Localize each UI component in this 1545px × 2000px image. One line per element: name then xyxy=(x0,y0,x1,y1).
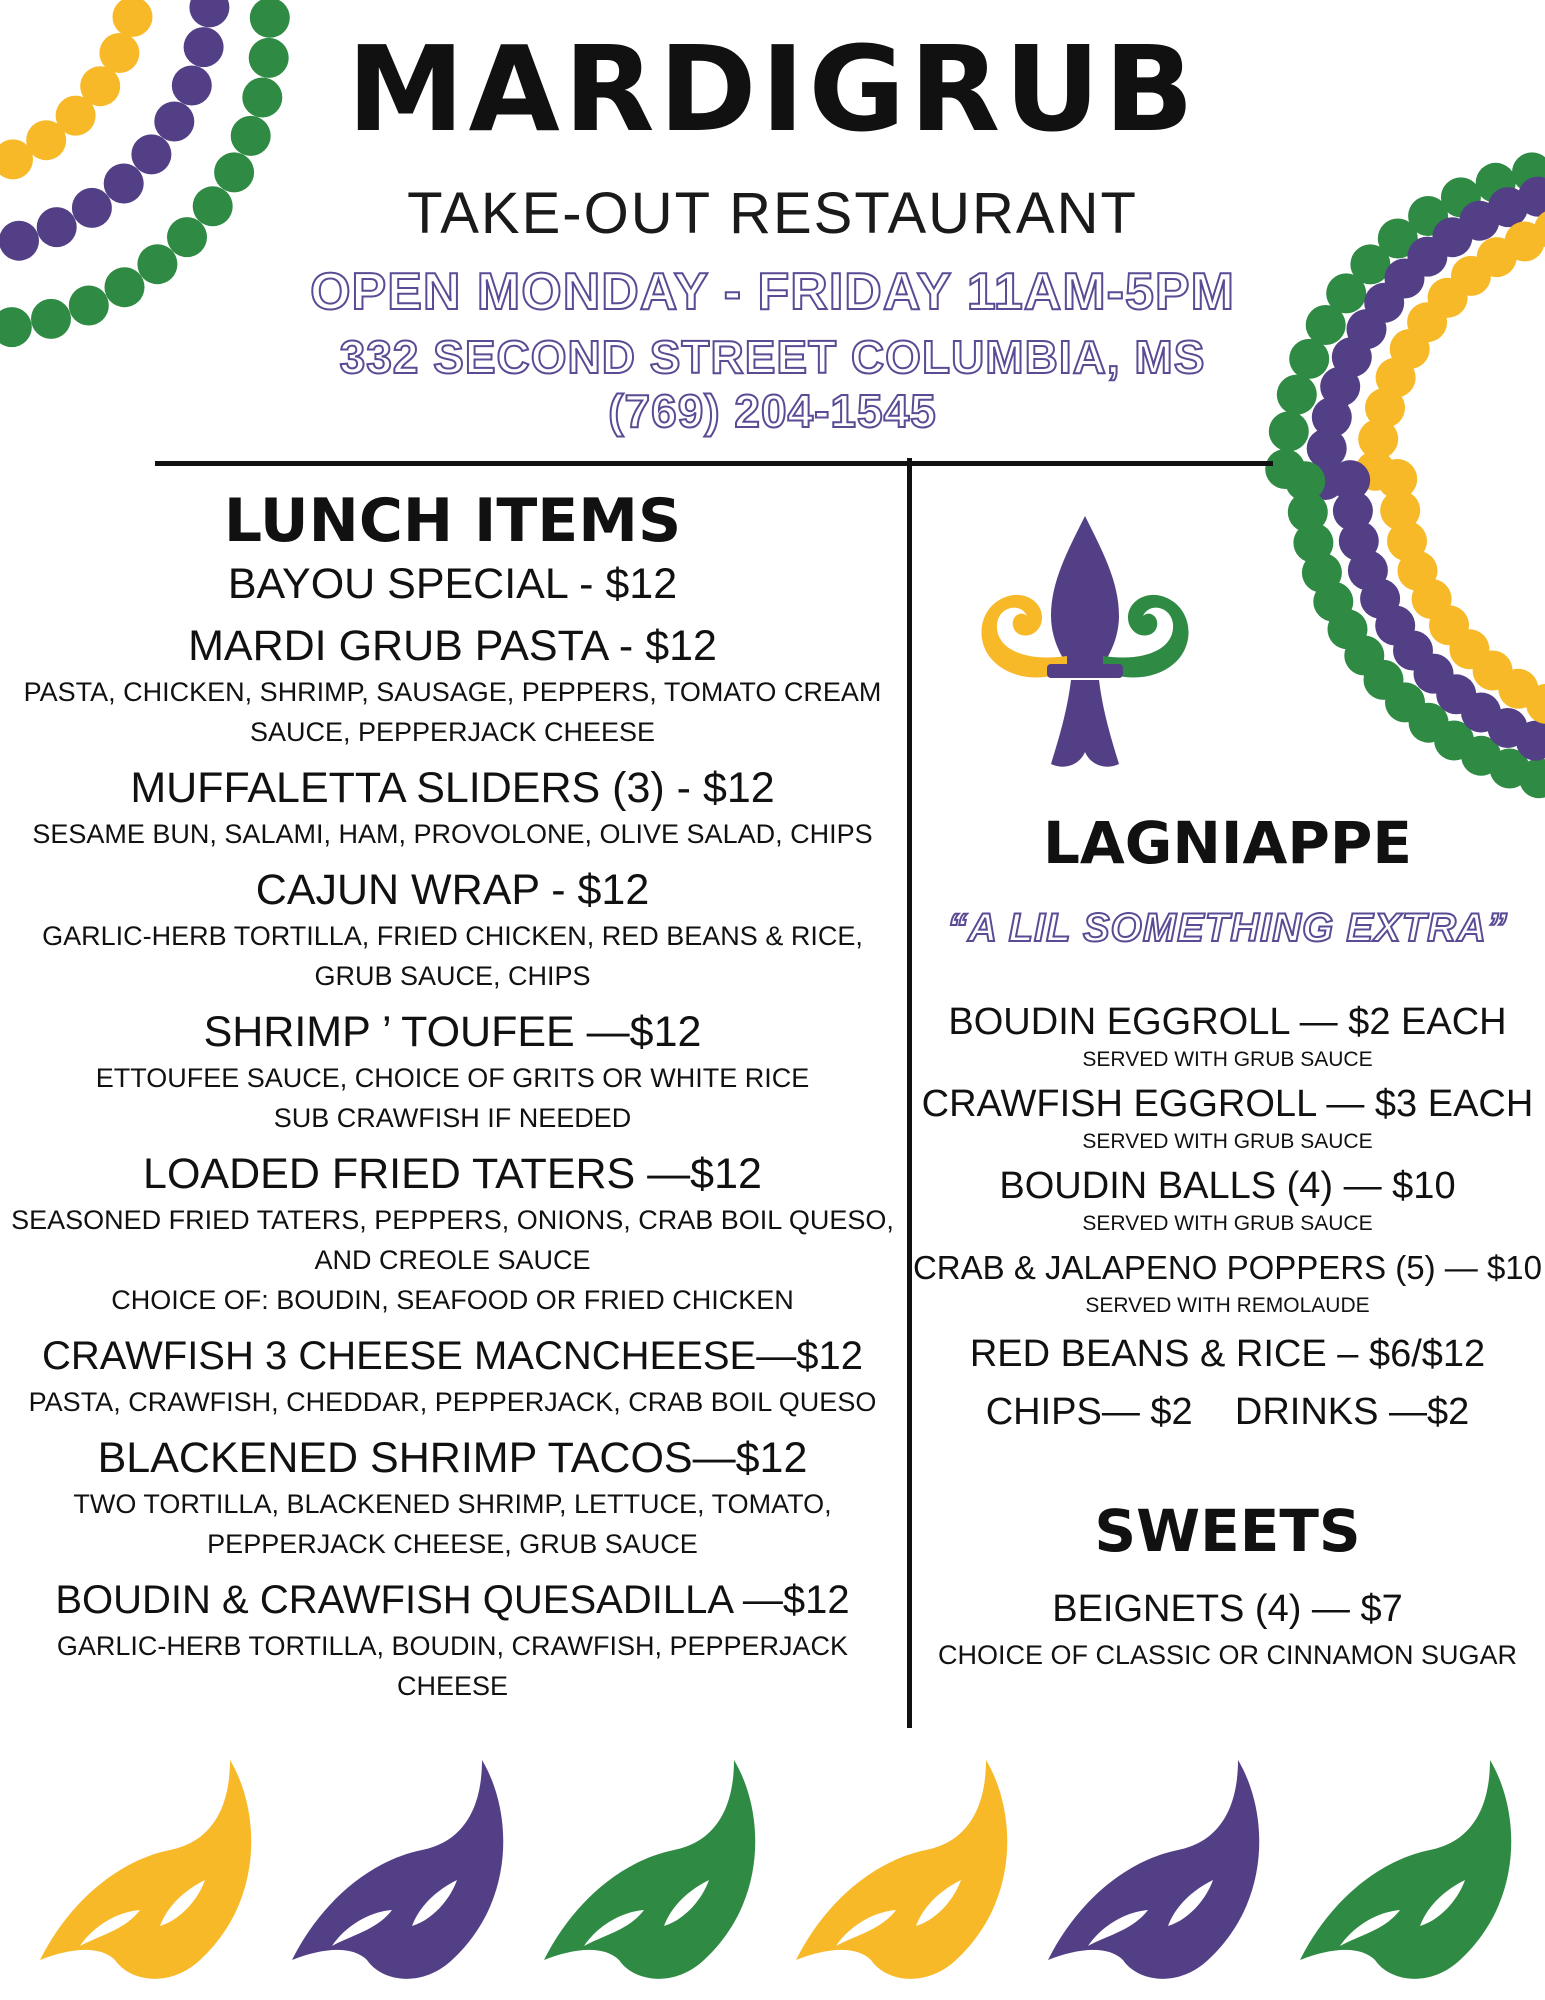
menu-item-name: SHRIMP ’ TOUFEE —$12 xyxy=(203,1008,702,1056)
restaurant-name: MARDIGRUB xyxy=(347,20,1198,158)
menu-item xyxy=(0,1330,905,1422)
menu-item-description: TWO TORTILLA, BLACKENED SHRIMP, LETTUCE, TOMATO, xyxy=(73,1489,832,1519)
mask-icon xyxy=(292,1760,503,1979)
lagniappe-items-list xyxy=(910,998,1545,1436)
lunch-items-heading: LUNCH ITEMS xyxy=(223,486,682,556)
menu-item xyxy=(910,1244,1545,1320)
menu-item-name: BOUDIN & CRAWFISH QUESADILLA —$12 xyxy=(55,1578,850,1622)
menu-item-name: BOUDIN BALLS (4) — $10 xyxy=(999,1165,1456,1207)
menu-item-description: GARLIC-HERB TORTILLA, BOUDIN, CRAWFISH, PEPPERJACK xyxy=(56,1631,849,1661)
opening-hours: OPEN MONDAY - FRIDAY 11AM-5PM xyxy=(310,263,1235,321)
menu-item-description: CHEESE xyxy=(396,1671,509,1701)
address: 332 SECOND STREET COLUMBIA, MS xyxy=(339,331,1206,383)
lunch-items-list xyxy=(0,558,905,1706)
menu-item-description: AND CREOLE SAUCE xyxy=(314,1245,591,1275)
menu-item xyxy=(0,1148,905,1320)
menu-item xyxy=(0,864,905,996)
menu-item-name: BOUDIN EGGROLL — $2 EACH xyxy=(948,1001,1507,1043)
sweets-heading: SWEETS xyxy=(1094,1497,1361,1565)
bead xyxy=(1330,460,1370,500)
menu-item xyxy=(0,1006,905,1138)
menu-item xyxy=(0,762,905,854)
lagniappe-tagline: “A LIL SOMETHING EXTRA” xyxy=(947,906,1508,950)
menu-item-description: CHOICE OF: BOUDIN, SEAFOOD OR FRIED CHICKEN xyxy=(111,1285,794,1315)
menu-item-name: MUFFALETTA SLIDERS (3) - $12 xyxy=(130,764,775,812)
menu-item-name: CRAWFISH 3 CHEESE MACNCHEESE—$12 xyxy=(42,1334,863,1378)
menu-item xyxy=(910,1330,1545,1378)
bead xyxy=(1377,459,1417,499)
mask-icon xyxy=(796,1760,1007,1979)
menu-item-name: BLACKENED SHRIMP TACOS—$12 xyxy=(97,1434,808,1482)
fleur-de-lis-icon xyxy=(955,512,1215,772)
menu-item xyxy=(0,558,905,610)
menu-item-description: CHOICE OF CLASSIC OR CINNAMON SUGAR xyxy=(937,1640,1518,1670)
menu-item-name: BEIGNETS (4) — $7 xyxy=(1052,1588,1403,1630)
lunch-items-section xyxy=(0,486,905,1706)
menu-item-name: CHIPS— $2 DRINKS —$2 xyxy=(985,1391,1470,1433)
menu-item-description: GARLIC-HERB TORTILLA, FRIED CHICKEN, RED BEANS & RICE, xyxy=(42,921,863,951)
menu-item xyxy=(910,1162,1545,1238)
menu-item-description: SESAME BUN, SALAMI, HAM, PROVOLONE, OLIVE SALAD, CHIPS xyxy=(32,819,873,849)
menu-item xyxy=(0,1574,905,1706)
menu-item-name: LOADED FRIED TATERS —$12 xyxy=(143,1150,762,1198)
mask-icon xyxy=(1048,1760,1259,1979)
menu-item-name: MARDI GRUB PASTA - $12 xyxy=(188,622,717,670)
menu-item-description: GRUB SAUCE, CHIPS xyxy=(314,961,591,991)
menu-item-description: SAUCE, PEPPERJACK CHEESE xyxy=(249,717,656,747)
menu-item xyxy=(0,1432,905,1564)
restaurant-subtitle: TAKE-OUT RESTAURANT xyxy=(407,181,1138,246)
sweets-items-list xyxy=(910,1585,1545,1677)
menu-item xyxy=(910,998,1545,1074)
menu-item-description: PASTA, CHICKEN, SHRIMP, SAUSAGE, PEPPERS, TOMATO CREAM xyxy=(23,677,882,707)
menu-item xyxy=(910,1080,1545,1156)
horizontal-divider xyxy=(155,461,1273,466)
menu-item-description: SERVED WITH GRUB SAUCE xyxy=(1082,1212,1373,1235)
menu-item-name: BAYOU SPECIAL - $12 xyxy=(227,560,678,608)
menu-item-description: PASTA, CRAWFISH, CHEDDAR, PEPPERJACK, CRAB BOIL QUESO xyxy=(28,1387,877,1417)
menu-item-description: SERVED WITH REMOLAUDE xyxy=(1085,1294,1370,1317)
mardi-gras-masks-decoration xyxy=(0,1740,1545,2000)
menu-item-description: SERVED WITH GRUB SAUCE xyxy=(1082,1130,1373,1153)
mask-icon xyxy=(544,1760,755,1979)
menu-item-name: CRAB & JALAPENO POPPERS (5) — $10 xyxy=(912,1249,1543,1286)
menu-item-description: SERVED WITH GRUB SAUCE xyxy=(1082,1048,1373,1071)
menu-item-name: CRAWFISH EGGROLL — $3 EACH xyxy=(921,1083,1534,1125)
menu-item-description: ETTOUFEE SAUCE, CHOICE OF GRITS OR WHITE RICE xyxy=(95,1063,810,1093)
mask-icon xyxy=(40,1760,251,1979)
bead xyxy=(1285,461,1325,501)
phone-number: (769) 204-1545 xyxy=(608,385,937,437)
menu-item-name: RED BEANS & RICE – $6/$12 xyxy=(969,1333,1486,1375)
menu-item-description: PEPPERJACK CHEESE, GRUB SAUCE xyxy=(207,1529,698,1559)
menu-item-description: SUB CRAWFISH IF NEEDED xyxy=(273,1103,632,1133)
menu-item xyxy=(910,1388,1545,1436)
menu-item-name: CAJUN WRAP - $12 xyxy=(255,866,650,914)
menu-item xyxy=(0,620,905,752)
lagniappe-heading: LAGNIAPPE xyxy=(1042,809,1413,877)
menu-item-description: SEASONED FRIED TATERS, PEPPERS, ONIONS, CRAB BOIL QUESO, xyxy=(11,1205,894,1235)
mask-icon xyxy=(1300,1760,1511,1979)
